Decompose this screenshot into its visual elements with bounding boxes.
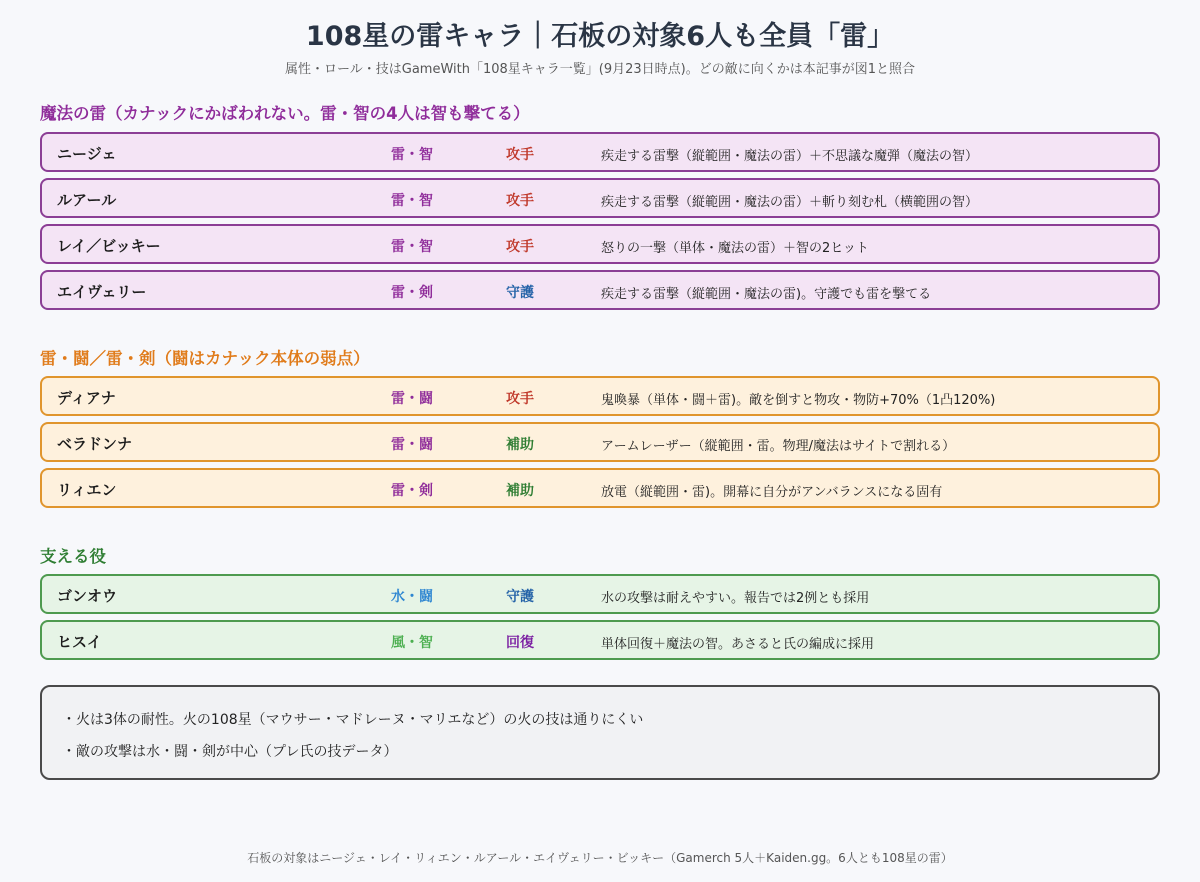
character-name: エイヴェリー	[57, 283, 147, 301]
character-row	[40, 376, 1160, 416]
character-name: ディアナ	[57, 389, 116, 407]
page-subtitle: 属性・ロール・技はGameWith「108星キャラ一覧」(9月23日時点)。どの敵に向くかは本記事が図1と照合	[285, 62, 915, 77]
character-attribute: 雷・闘	[391, 437, 433, 453]
character-skill: 単体回復＋魔法の智。あさると氏の編成に採用	[601, 637, 875, 652]
character-row	[40, 132, 1160, 172]
character-row	[40, 468, 1160, 508]
character-name: レイ／ビッキー	[57, 237, 161, 255]
character-attribute: 雷・智	[391, 147, 433, 163]
note-item: ・火は3体の耐性。火の108星（マウサー・マドレーヌ・マリエなど）の火の技は通りにくい	[62, 712, 644, 728]
character-skill: 水の攻撃は耐えやすい。報告では2例とも採用	[601, 591, 870, 606]
character-role: 攻手	[506, 193, 534, 209]
character-skill: アームレーザー（縦範囲・雷。物理/魔法はサイトで割れる）	[601, 439, 956, 454]
character-role: 補助	[506, 437, 534, 453]
character-skill: 怒りの一撃（単体・魔法の雷）＋智の2ヒット	[601, 241, 869, 256]
character-role: 攻手	[506, 391, 534, 407]
note-item: ・敵の攻撃は水・闘・剣が中心（プレ氏の技データ）	[62, 744, 398, 760]
section-heading-support: 支える役	[40, 547, 106, 566]
character-attribute: 風・智	[391, 635, 433, 651]
character-row	[40, 178, 1160, 218]
character-row	[40, 620, 1160, 660]
character-name: ニージェ	[57, 145, 117, 163]
section-heading-thunder-fight: 雷・闘／雷・剣（闘はカナック本体の弱点）	[40, 349, 370, 368]
character-role: 回復	[506, 635, 534, 651]
character-attribute: 水・闘	[391, 589, 433, 605]
character-attribute: 雷・剣	[391, 483, 433, 499]
character-row	[40, 574, 1160, 614]
notes-box	[40, 685, 1160, 780]
footer-note: 石板の対象はニージェ・レイ・リィエン・ルアール・エイヴェリー・ビッキー（Gamerch 5人＋Kaiden.gg。6人とも108星の雷）	[247, 851, 953, 865]
character-name: リィエン	[57, 481, 117, 499]
character-role: 守護	[506, 589, 534, 605]
character-skill: 鬼喚暴（単体・闘＋雷)。敵を倒すと物攻・物防+70%（1凸120%)	[601, 393, 996, 408]
character-name: ヒスイ	[57, 633, 102, 651]
character-row	[40, 270, 1160, 310]
section-heading-magic-thunder: 魔法の雷（カナックにかばわれない。雷・智の4人は智も撃てる）	[40, 104, 530, 123]
character-skill: 疾走する雷撃（縦範囲・魔法の雷）＋不思議な魔弾（魔法の智）	[601, 149, 979, 164]
character-role: 攻手	[506, 147, 534, 163]
character-skill: 疾走する雷撃（縦範囲・魔法の雷)。守護でも雷を撃てる	[601, 287, 932, 302]
character-role: 攻手	[506, 239, 534, 255]
page-title: 108星の雷キャラ｜石板の対象6人も全員「雷」	[305, 21, 895, 52]
character-role: 補助	[506, 483, 534, 499]
character-role: 守護	[506, 285, 534, 301]
character-skill: 放電（縦範囲・雷)。開幕に自分がアンバランスになる固有	[601, 485, 943, 500]
character-attribute: 雷・智	[391, 239, 433, 255]
character-attribute: 雷・剣	[391, 285, 433, 301]
character-attribute: 雷・智	[391, 193, 433, 209]
character-name: ルアール	[57, 191, 117, 209]
character-name: ベラドンナ	[57, 435, 133, 453]
character-row	[40, 422, 1160, 462]
character-skill: 疾走する雷撃（縦範囲・魔法の雷）＋斬り刻む札（横範囲の智）	[601, 195, 979, 210]
character-name: ゴンオウ	[57, 587, 118, 605]
character-attribute: 雷・闘	[391, 391, 433, 407]
character-row	[40, 224, 1160, 264]
